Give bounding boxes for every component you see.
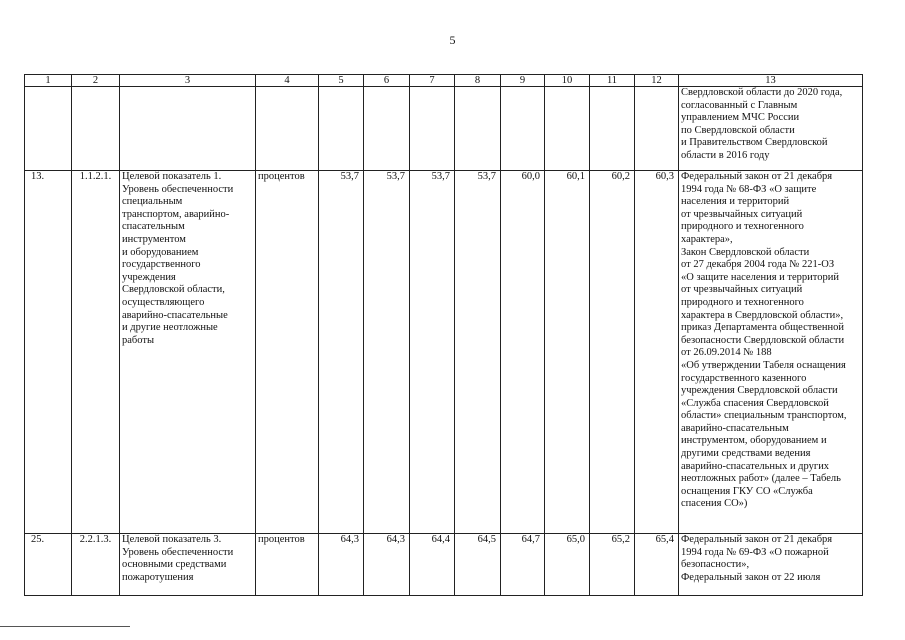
- header-cell: 4: [256, 75, 319, 87]
- header-cell: 3: [120, 75, 256, 87]
- cell-value: 65,0: [545, 534, 590, 596]
- cell-indicator: Целевой показатель 3. Уровень обеспеченности основными средствами пожаротушения: [120, 534, 256, 596]
- header-cell: 1: [25, 75, 72, 87]
- cell-value: 64,4: [410, 534, 455, 596]
- header-cell: 8: [455, 75, 501, 87]
- cell-value: [635, 87, 679, 171]
- cell-value: [455, 87, 501, 171]
- cell-value: [319, 87, 364, 171]
- cell-number: 13.: [25, 171, 72, 534]
- cell-value: 53,7: [364, 171, 410, 534]
- cell-code: 1.1.2.1.: [72, 171, 120, 534]
- cell-unit: процентов: [256, 171, 319, 534]
- cell-value: 53,7: [319, 171, 364, 534]
- cell-value: 64,7: [501, 534, 545, 596]
- header-row: [25, 75, 863, 87]
- page-number: 5: [449, 33, 456, 47]
- cell-value: [364, 87, 410, 171]
- header-cell: 11: [590, 75, 635, 87]
- table-row: [25, 171, 863, 534]
- cell-number: [25, 87, 72, 171]
- cell-unit: процентов: [256, 534, 319, 596]
- cell-value: 53,7: [455, 171, 501, 534]
- table-row: [25, 534, 863, 596]
- indicators-table: [24, 74, 863, 596]
- cell-value: 64,3: [364, 534, 410, 596]
- cell-value: 60,3: [635, 171, 679, 534]
- cell-value: 60,2: [590, 171, 635, 534]
- header-cell: 6: [364, 75, 410, 87]
- cell-indicator: Целевой показатель 1. Уровень обеспеченности специальным транспортом, аварийно- спасательным инструментом и оборудованием государственного учреждения Свердловской области, осуществляющего аварийно-спасательные и другие неотложные работы: [120, 171, 256, 534]
- table-row: [25, 87, 863, 171]
- cell-value: 60,0: [501, 171, 545, 534]
- cell-number: 25.: [25, 534, 72, 596]
- cell-source: Свердловской области до 2020 года, согласованный с Главным управлением МЧС России по Свердловской области и Правительством Свердловской области в 2016 году: [679, 87, 863, 171]
- cell-value: [590, 87, 635, 171]
- header-cell: 9: [501, 75, 545, 87]
- cell-source: Федеральный закон от 21 декабря 1994 года № 68-ФЗ «О защите населения и территорий от чрезвычайных ситуаций природного и техногенного характера», Закон Свердловской области от 27 декабря 2004 года № 221-ОЗ «О защите населения и территорий от чрезвычайных ситуаций природного и техногенного характера в Свердловской области», приказ Департамента общественной безопасности Свердловской области от 26.09.2014 № 188 «Об утверждении Табеля оснащения государственного казенного учреждения Свердловской области «Служба спасения Свердловской области» специальным транспортом, аварийно-спасательным инструментом, оборудованием и другими средствами ведения аварийно-спасательных и других неотложных работ» (далее – Табель оснащения ГКУ СО «Служба спасения СО»): [679, 171, 863, 534]
- header-cell: 10: [545, 75, 590, 87]
- cell-unit: [256, 87, 319, 171]
- cell-value: 60,1: [545, 171, 590, 534]
- cell-code: 2.2.1.3.: [72, 534, 120, 596]
- cell-value: [545, 87, 590, 171]
- cell-code: [72, 87, 120, 171]
- cell-value: 65,2: [590, 534, 635, 596]
- header-cell: 13: [679, 75, 863, 87]
- cell-value: 53,7: [410, 171, 455, 534]
- header-cell: 2: [72, 75, 120, 87]
- header-cell: 7: [410, 75, 455, 87]
- header-cell: 5: [319, 75, 364, 87]
- cell-value: 65,4: [635, 534, 679, 596]
- cell-value: 64,5: [455, 534, 501, 596]
- cell-value: [410, 87, 455, 171]
- cell-indicator: [120, 87, 256, 171]
- header-cell: 12: [635, 75, 679, 87]
- cell-value: [501, 87, 545, 171]
- footnote-rule: [0, 626, 130, 627]
- cell-source: Федеральный закон от 21 декабря 1994 года № 69-ФЗ «О пожарной безопасности», Федеральный закон от 22 июля: [679, 534, 863, 596]
- cell-value: 64,3: [319, 534, 364, 596]
